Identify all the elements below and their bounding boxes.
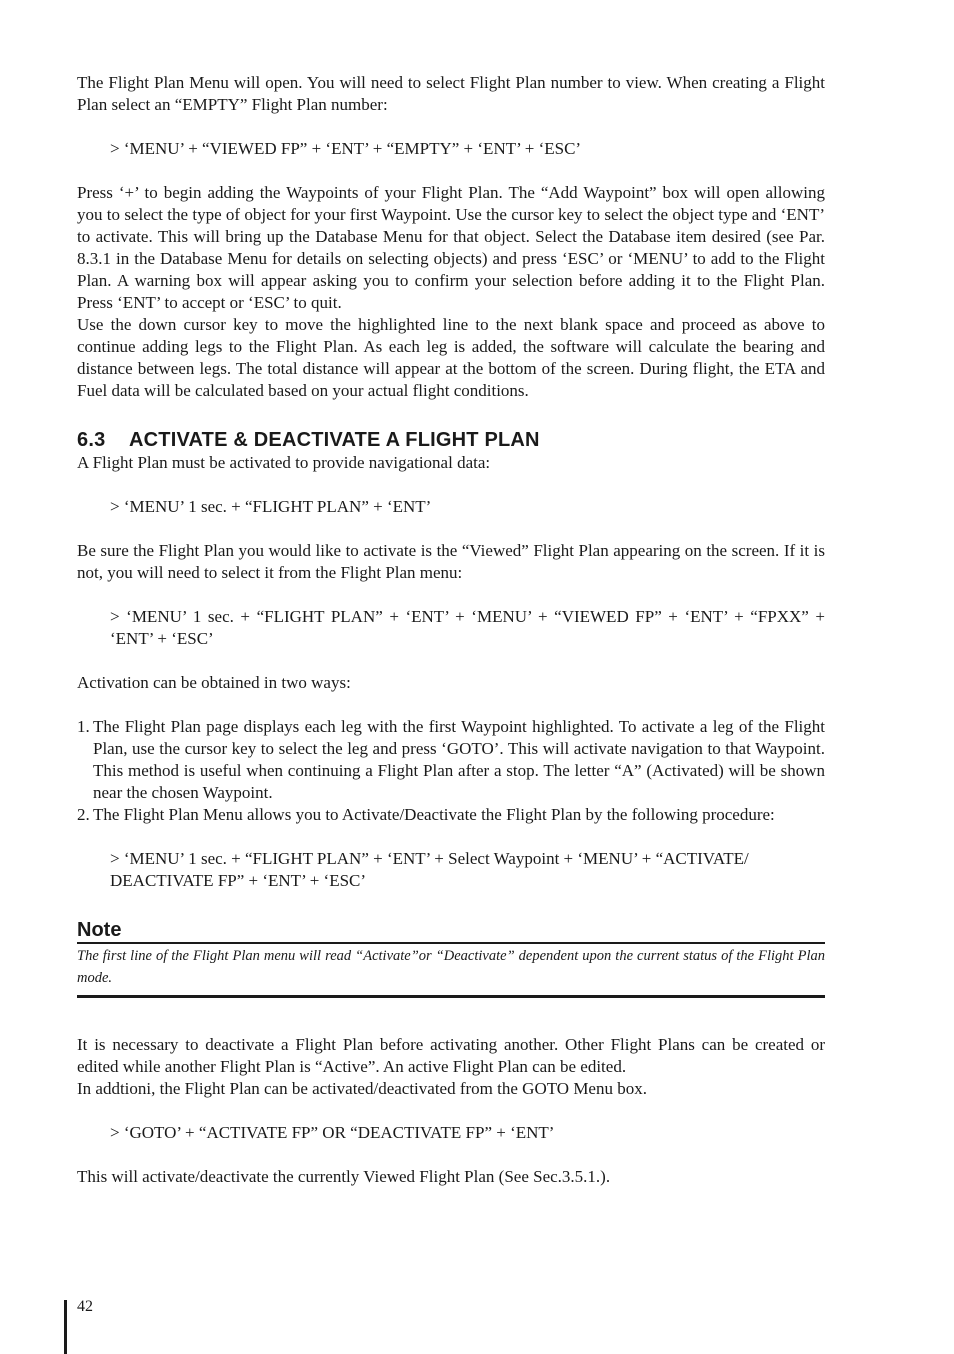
section-title: ACTIVATE & DEACTIVATE A FLIGHT PLAN <box>129 429 540 451</box>
add-waypoint-paragraph: Press ‘+’ to begin adding the Waypoints of your Flight Plan. The “Add Waypoint” box will open allowing you to select the type of object for your first Waypoint. Use the cursor key to select the object type and ‘ENT’ to activate. This will bring up the Database Menu for that object. Select the Database item desired (see Par. 8.3.1 in the Database Menu for details on selecting objects) and press ‘ESC’ or ‘MENU’ to add to the Flight Plan. A warning box will appear asking you to confirm your selection before adding it to the Flight Plan. Press ‘ENT’ to accept or ‘ESC’ to quit. <box>77 183 825 312</box>
note-title: Note <box>77 918 825 944</box>
list-item <box>77 716 825 804</box>
command-flight-plan: > ‘MENU’ 1 sec. + “FLIGHT PLAN” + ‘ENT’ <box>110 497 432 516</box>
command-goto-activate: > ‘GOTO’ + “ACTIVATE FP” OR “DEACTIVATE FP” + ‘ENT’ <box>110 1123 555 1142</box>
goto-paragraph: In addtioni, the Flight Plan can be activated/deactivated from the GOTO Menu box. <box>77 1079 647 1098</box>
add-legs-paragraph: Use the down cursor key to move the highlighted line to the next blank space and proceed as above to continue adding legs to the Flight Plan. As each leg is added, the software will calculate the bearing and distance between legs. The total distance will appear at the bottom of the screen. During flight, the ETA and Fuel data will be calculated based on your actual flight conditions. <box>77 315 825 400</box>
list-item <box>77 804 825 826</box>
note-text: The first line of the Flight Plan menu will read “Activate”or “Deactivate” dependent upon the current status of the Flight Plan mode. <box>77 944 825 998</box>
section-heading <box>77 428 825 452</box>
intro-paragraph: The Flight Plan Menu will open. You will need to select Flight Plan number to view. When creating a Flight Plan select an “EMPTY” Flight Plan number: <box>77 73 825 114</box>
list-item-text: The Flight Plan Menu allows you to Activate/Deactivate the Flight Plan by the following procedure: <box>93 805 775 824</box>
final-paragraph: This will activate/deactivate the currently Viewed Flight Plan (See Sec.3.5.1.). <box>77 1167 611 1186</box>
command-view-empty-fp: > ‘MENU’ + “VIEWED FP” + ‘ENT’ + “EMPTY” + ‘ENT’ + ‘ESC’ <box>110 139 582 158</box>
activation-ways-paragraph: Activation can be obtained in two ways: <box>77 673 351 692</box>
activate-intro: A Flight Plan must be activated to provide navigational data: <box>77 453 491 472</box>
section-number: 6.3 <box>77 429 106 451</box>
list-item-number: 1. <box>77 717 90 736</box>
deactivate-paragraph: It is necessary to deactivate a Flight Plan before activating another. Other Flight Plans can be created or edited while another Flight Plan is “Active”. An active Flight Plan can be edited. <box>77 1035 825 1076</box>
viewed-fp-paragraph: Be sure the Flight Plan you would like to activate is the “Viewed” Flight Plan appearing on the screen. If it is not, you will need to select it from the Flight Plan menu: <box>77 541 825 582</box>
list-item-number: 2. <box>77 805 90 824</box>
page-number: 42 <box>77 1298 93 1315</box>
list-item-text: The Flight Plan page displays each leg with the first Waypoint highlighted. To activate a leg of the Flight Plan, use the cursor key to select the leg and press ‘GOTO’. This will activate navigation to that Waypoint. This method is useful when continuing a Flight Plan after a stop. The letter “A” (Activated) will be shown near the chosen Waypoint. <box>93 717 825 802</box>
page-body <box>77 72 825 1188</box>
footer-rule <box>64 1300 67 1354</box>
activation-steps-list <box>77 716 825 826</box>
command-activate-deactivate: > ‘MENU’ 1 sec. + “FLIGHT PLAN” + ‘ENT’ + Select Waypoint + ‘MENU’ + “ACTIVATE/ DEACTIVATE FP” + ‘ENT’ + ‘ESC’ <box>110 849 749 890</box>
command-select-fp: > ‘MENU’ 1 sec. + “FLIGHT PLAN” + ‘ENT’ + ‘MENU’ + “VIEWED FP” + ‘ENT’ + “FPXX” + ‘ENT’ + ‘ESC’ <box>110 607 825 648</box>
